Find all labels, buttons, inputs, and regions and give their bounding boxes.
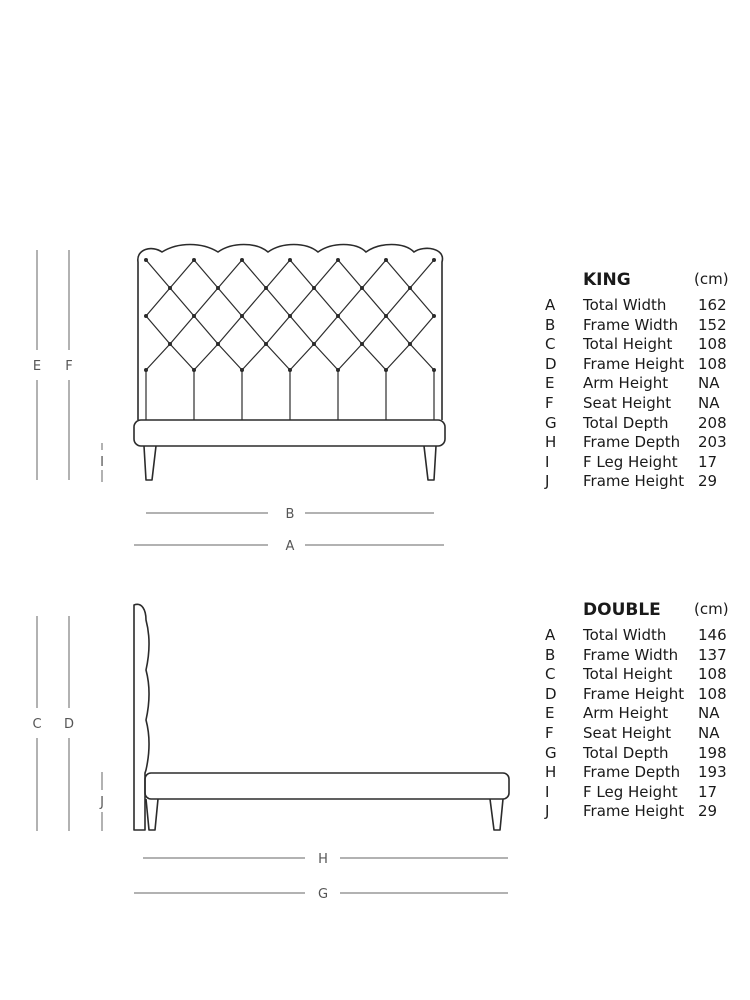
dimension-letter: H [545,433,557,452]
dimension-value: 108 [698,335,727,354]
table-row [545,783,745,803]
dimension-value: 29 [698,472,718,491]
dimension-name: Frame Depth [583,763,681,782]
side-leg-left [146,799,158,830]
table-body [545,296,745,492]
dimension-value: NA [698,374,720,393]
dimension-letter: I [545,452,550,471]
bed-front-view [134,245,445,481]
table-row [545,724,745,744]
dimension-value: 203 [698,433,727,452]
dimension-name: Arm Height [583,704,669,723]
dimension-name: Seat Height [583,723,672,742]
table-unit: (cm) [694,600,729,618]
table-row [545,394,745,414]
dimension-letter: F [545,393,554,412]
dimension-letter: F [545,723,554,742]
dim-label-h: H [318,852,328,867]
dimension-name: Frame Height [583,684,685,703]
table-unit: (cm) [694,270,729,288]
dimension-letter: C [545,665,556,684]
dimension-name: F Leg Height [583,782,678,801]
table-row [545,355,745,375]
dimension-value: 137 [698,645,727,664]
dimension-letter: B [545,315,556,334]
headboard-buttons [144,258,436,372]
dimension-letter: D [545,354,557,373]
dimension-name: Frame Depth [583,433,681,452]
dimension-value: NA [698,704,720,723]
dim-label-d: D [63,717,75,732]
double-dimensions-table [545,600,745,822]
dimension-name: Total Depth [583,743,669,762]
dimension-name: Frame Height [583,472,685,491]
dimension-value: 17 [698,452,718,471]
table-row [545,335,745,355]
table-row [545,374,745,394]
dimension-value: 208 [698,413,727,432]
dimension-letter: J [545,472,550,491]
table-row [545,685,745,705]
dimension-name: Total Width [583,626,667,644]
dimension-value: 108 [698,665,727,684]
dimension-value: 29 [698,802,718,821]
table-row [545,316,745,336]
table-row [545,296,745,316]
table-row [545,704,745,724]
dimension-value: 162 [698,296,727,314]
dimension-name: Frame Height [583,354,685,373]
dim-label-c: C [32,717,42,732]
dim-label-a: A [285,539,295,554]
dimension-value: NA [698,723,720,742]
dimension-letter: I [545,782,550,801]
table-row [545,626,745,646]
front-leg-right [424,446,436,480]
dimension-name: Arm Height [583,374,669,393]
dimension-value: 146 [698,626,727,644]
dim-label-b: B [285,507,295,522]
dimension-letter: H [545,763,557,782]
dim-label-j: J [100,795,104,810]
headboard-tufting [146,260,434,420]
dimension-letter: C [545,335,556,354]
dimension-letter: E [545,374,555,393]
table-row [545,802,745,822]
dimension-value: 108 [698,684,727,703]
bed-side-view [134,604,509,830]
dimension-letter: E [545,704,555,723]
bed-base-front [134,420,445,446]
table-row [545,433,745,453]
table-header [545,600,745,626]
dimension-value: 152 [698,315,727,334]
dimension-letter: G [545,413,557,432]
dimension-lines [37,250,508,893]
table-header [545,270,745,296]
dimension-name: Frame Width [583,315,679,334]
dimension-name: F Leg Height [583,452,678,471]
table-row [545,665,745,685]
dimension-value: NA [698,393,720,412]
front-leg-left [144,446,156,480]
dimension-name: Frame Height [583,802,685,821]
dimension-name: Total Depth [583,413,669,432]
dimension-name: Total Width [583,296,667,314]
dimension-letter: A [545,626,556,644]
dimension-letter: G [545,743,557,762]
table-row [545,744,745,764]
table-row [545,646,745,666]
dimension-name: Total Height [583,335,673,354]
table-row [545,453,745,473]
king-dimensions-table [545,270,745,492]
table-title: DOUBLE [583,600,661,620]
table-body [545,626,745,822]
table-title: KING [583,270,631,290]
dimension-letter: A [545,296,556,314]
dimension-letter: B [545,645,556,664]
table-row [545,414,745,434]
dimension-name: Seat Height [583,393,672,412]
table-row [545,763,745,783]
dimension-name: Frame Width [583,645,679,664]
dimension-value: 17 [698,782,718,801]
dimension-letter: D [545,684,557,703]
table-row [545,472,745,492]
dimension-letter: J [545,802,550,821]
dim-label-i: I [100,455,104,470]
dim-label-g: G [317,887,329,902]
dimension-value: 198 [698,743,727,762]
dimension-value: 193 [698,763,727,782]
side-rail [145,773,509,799]
dimension-letters [32,359,328,902]
dimension-value: 108 [698,354,727,373]
dim-label-e: E [32,359,42,374]
dim-label-f: F [65,359,73,374]
side-leg-right [490,799,503,830]
dimension-name: Total Height [583,665,673,684]
